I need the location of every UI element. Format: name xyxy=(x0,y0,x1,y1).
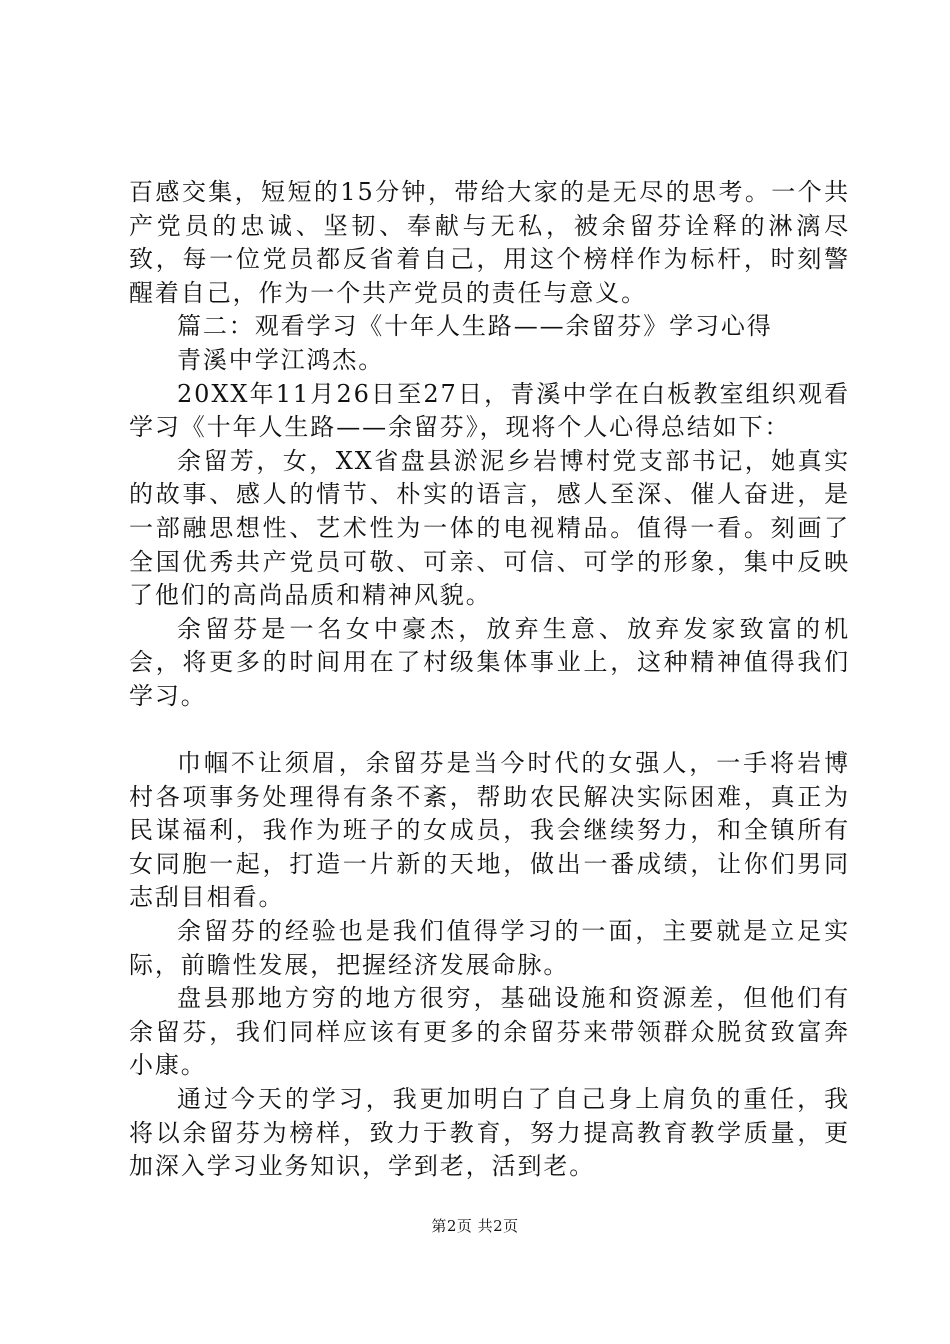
paragraph-8: 余留芬的经验也是我们值得学习的一面，主要就是立足实际，前瞻性发展，把握经济发展命脉。 xyxy=(129,917,850,979)
paragraph-6: 余留芬是一名女中豪杰，放弃生意、放弃发家致富的机会，将更多的时间用在了村级集体事业上，这种精神值得我们学习。 xyxy=(129,614,850,710)
paragraph-9: 盘县那地方穷的地方很穷，基础设施和资源差，但他们有余留芬，我们同样应该有更多的余留芬来带领群众脱贫致富奔小康。 xyxy=(129,984,850,1080)
page-number-footer: 第2页 共2页 xyxy=(431,1217,519,1235)
paragraph-10: 通过今天的学习，我更加明白了自己身上肩负的重任，我将以余留芬为榜样，致力于教育，努力提高教育教学质量，更加深入学习业务知识，学到老，活到老。 xyxy=(129,1085,850,1181)
paragraph-4: 20XX年11月26日至27日，青溪中学在白板教室组织观看学习《十年人生路——余留芬》，现将个人心得总结如下： xyxy=(129,379,850,442)
paragraph-2-heading: 篇二：观看学习《十年人生路——余留芬》学习心得 xyxy=(177,312,773,341)
paragraph-5: 余留芳，女，XX省盘县淤泥乡岩博村党支部书记，她真实的故事、感人的情节、朴实的语言，感人至深、催人奋进，是一部融思想性、艺术性为一体的电视精品。值得一看。刻画了全国优秀共产党员可敬、可亲、可信、可学的形象，集中反映了他们的高尚品质和精神风貌。 xyxy=(129,446,850,610)
document-body xyxy=(129,176,850,1184)
paragraph-1: 百感交集，短短的15分钟，带给大家的是无尽的思考。一个共产党员的忠诚、坚韧、奉献与无私，被余留芬诠释的淋漓尽致，每一位党员都反省着自己，用这个榜样作为标杆，时刻警醒着自己，作为一个共产党员的责任与意义。 xyxy=(129,178,850,307)
paragraph-3-author: 青溪中学江鸿杰。 xyxy=(177,345,385,374)
paragraph-7: 巾帼不让须眉，余留芬是当今时代的女强人，一手将岩博村各项事务处理得有条不紊，帮助农民解决实际困难，真正为民谋福利，我作为班子的女成员，我会继续努力，和全镇所有女同胞一起，打造一片新的天地，做出一番成绩，让你们男同志刮目相看。 xyxy=(129,749,850,912)
